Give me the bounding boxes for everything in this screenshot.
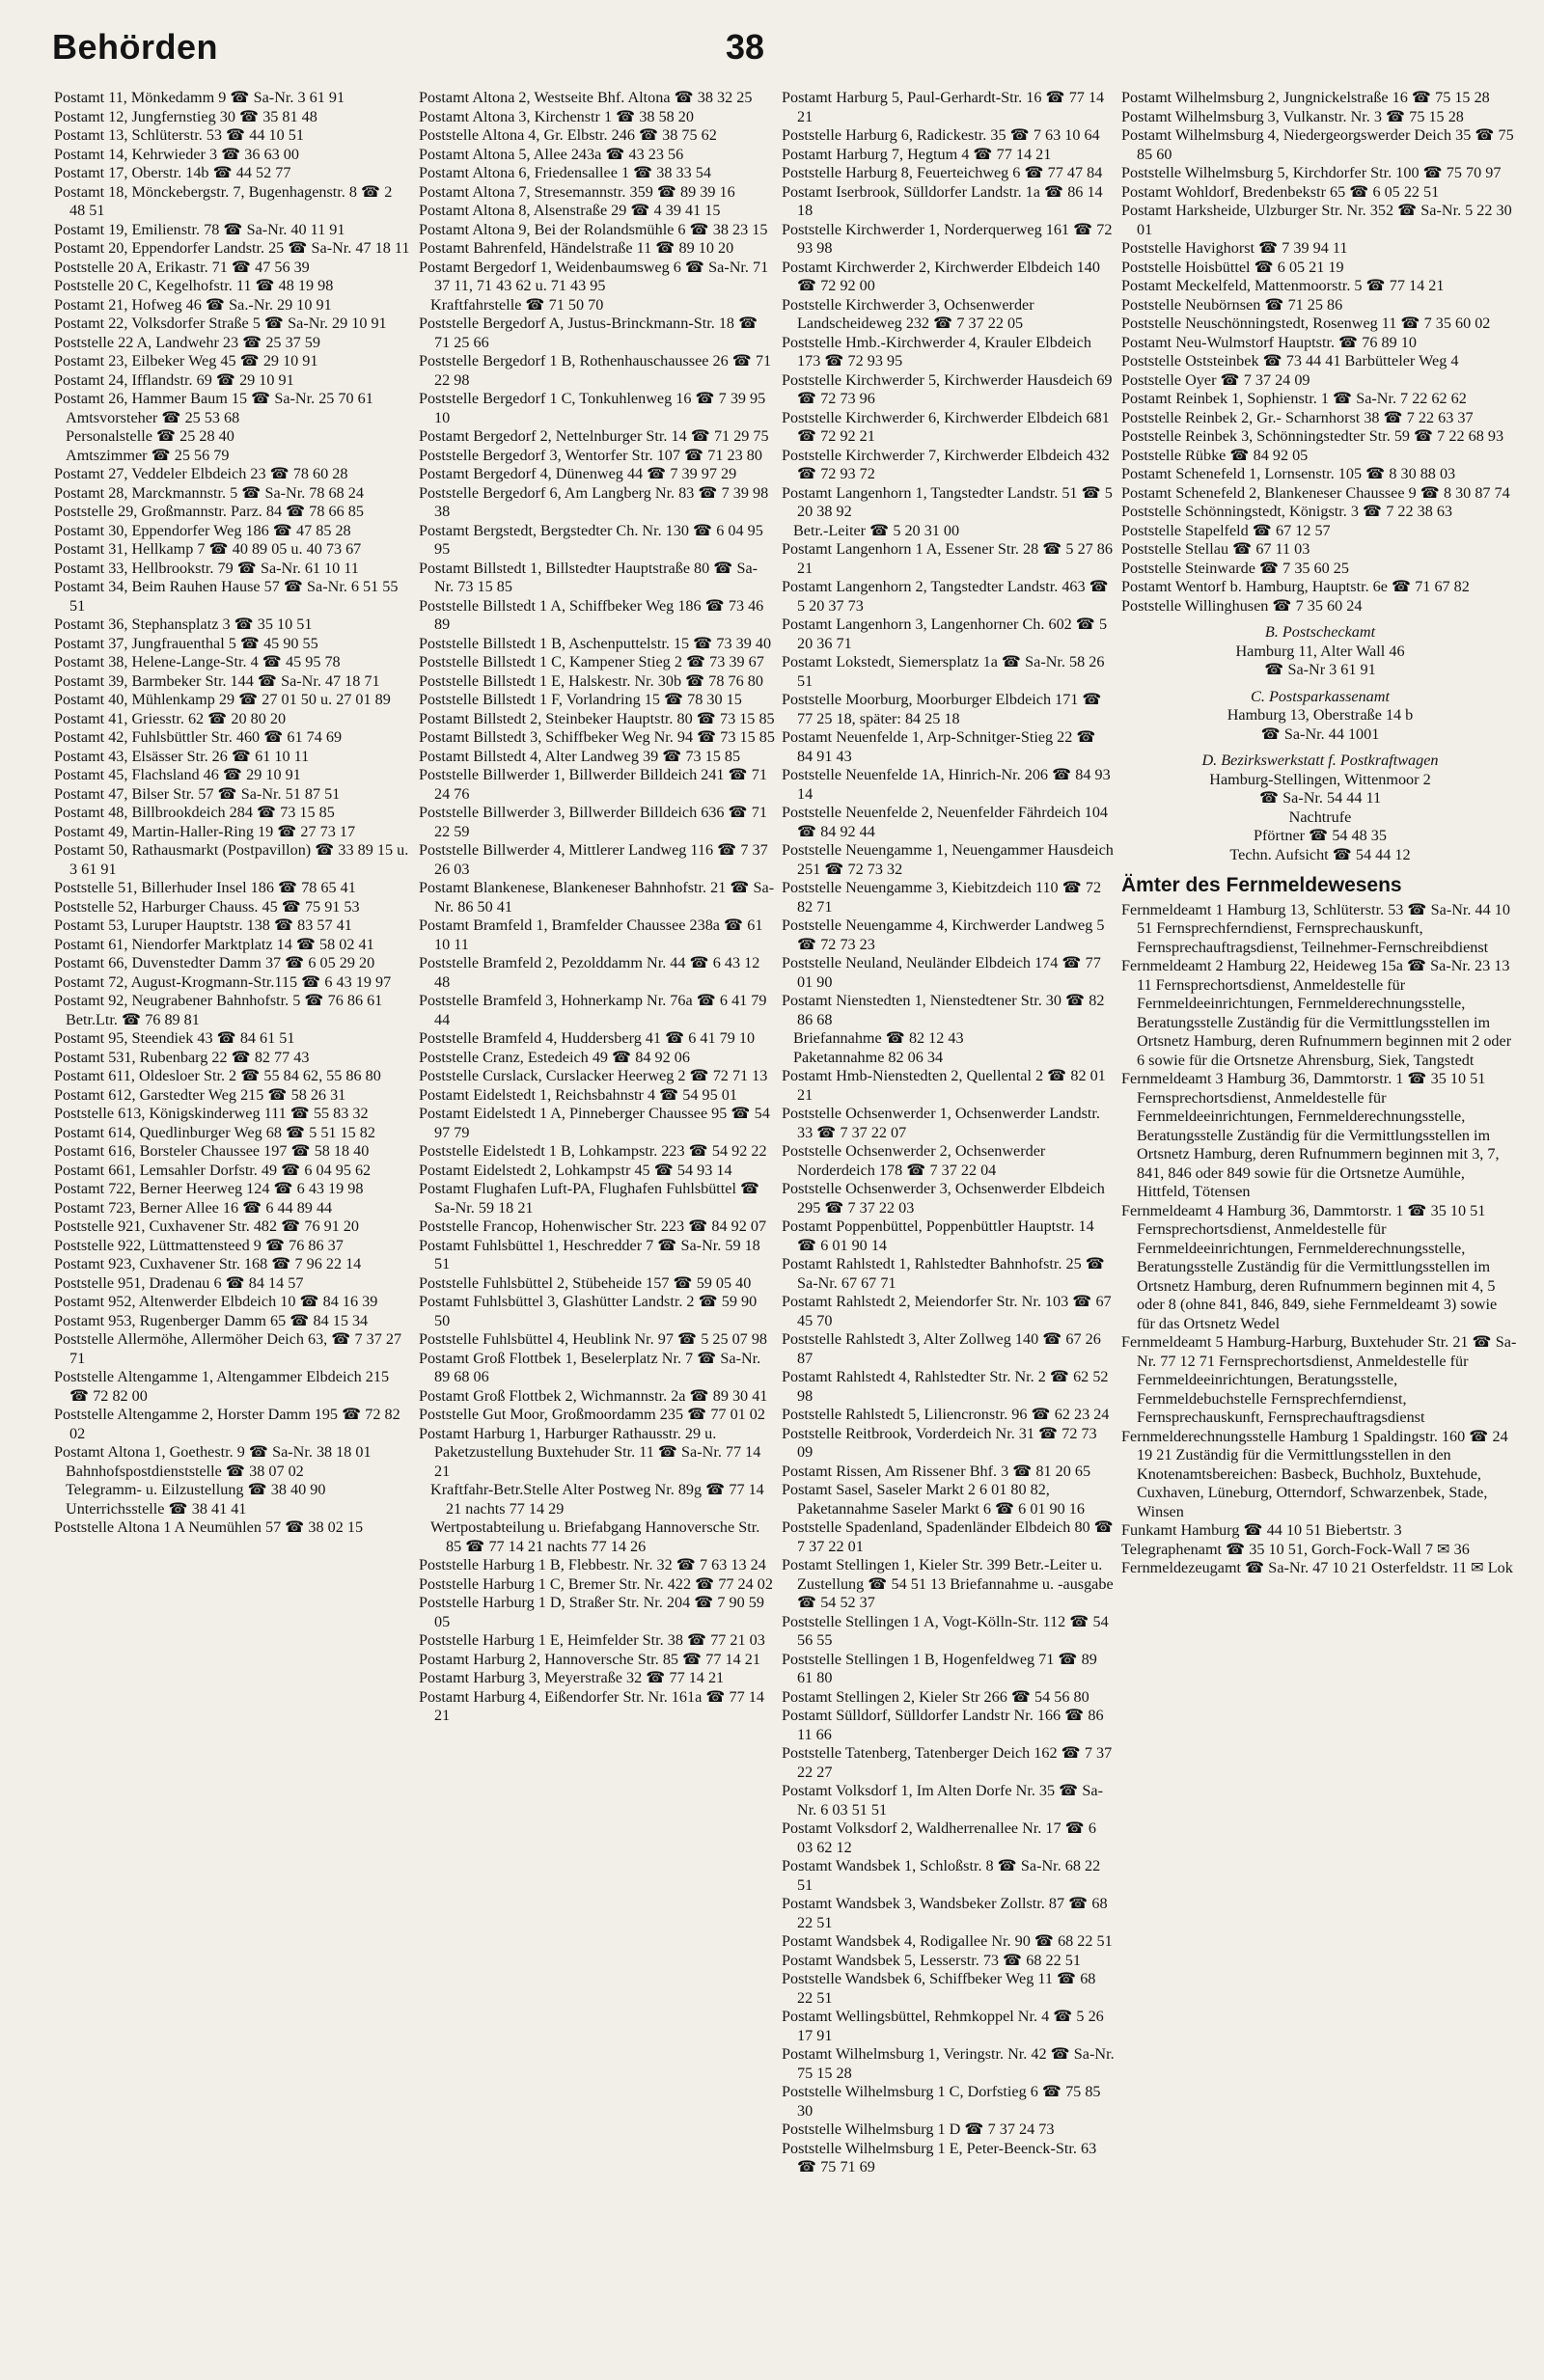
directory-entry: Postamt Fuhlsbüttel 3, Glashütter Landstr. 2 ☎ 59 90 50	[419, 1293, 758, 1329]
directory-entry: Poststelle Steinwarde ☎ 7 35 60 25	[1121, 559, 1349, 577]
directory-entry: Postamt 953, Rugenberger Damm 65 ☎ 84 15 34	[54, 1311, 369, 1329]
directory-entry: Postamt Billstedt 1, Billstedter Hauptstraße 80 ☎ Sa-Nr. 73 15 85	[419, 559, 758, 595]
directory-entry: Poststelle Gut Moor, Großmoordamm 235 ☎ 77 01 02	[419, 1406, 765, 1423]
directory-entry: Postamt 92, Neugrabener Bahnhofstr. 5 ☎ 76 86 61	[54, 992, 383, 1009]
directory-entry: Betr.-Leiter ☎ 5 20 31 00	[793, 521, 960, 539]
directory-entry: Poststelle Harburg 1 E, Heimfelder Str. 38 ☎ 77 21 03	[419, 1631, 765, 1649]
fernmelde-entry: Fernmelderechnungsstelle Hamburg 1 Spaldingstr. 160 ☎ 24 19 21 Zuständig für die Vermittlungsstellen in den Knotenamtsbereichen: Basbeck, Buchholz, Buxtehude, Cuxhaven, Lüneburg, Otterndorf, Schwarzenbek, Stade, Winsen	[1121, 1427, 1508, 1520]
directory-entry: Poststelle Neubörnsen ☎ 71 25 86	[1121, 295, 1343, 314]
directory-entry: Poststelle Allermöhe, Allermöher Deich 63, ☎ 7 37 27 71	[54, 1330, 402, 1367]
directory-entry: Postamt Altona 5, Allee 243a ☎ 43 23 56	[419, 145, 684, 163]
directory-entry: Postamt 38, Helene-Lange-Str. 4 ☎ 45 95 78	[54, 653, 341, 670]
directory-entry: Amtszimmer ☎ 25 56 79	[66, 446, 230, 464]
directory-entry: Poststelle Fuhlsbüttel 2, Stübeheide 157 ☎ 59 05 40	[419, 1273, 752, 1292]
directory-entry: Poststelle Harburg 6, Radickestr. 35 ☎ 7 63 10 64	[782, 126, 1100, 144]
directory-entry: Postamt Blankenese, Blankeneser Bahnhofstr. 21 ☎ Sa-Nr. 86 50 41	[419, 879, 775, 916]
directory-entry: Postamt 37, Jungfrauenthal 5 ☎ 45 90 55	[54, 634, 318, 652]
directory-entry: Poststelle Wandsbek 6, Schiffbeker Weg 11 ☎ 68 22 51	[782, 1970, 1096, 2007]
directory-entry: Postamt 34, Beim Rauhen Hause 57 ☎ Sa-Nr. 6 51 55 51	[54, 578, 399, 615]
directory-entry: Telegramm- u. Eilzustellung ☎ 38 40 90	[66, 1481, 326, 1498]
directory-entry: Unterrichsstelle ☎ 38 41 41	[66, 1499, 247, 1518]
directory-entry: Postamt Bergedorf 2, Nettelnburger Str. 14 ☎ 71 29 75	[419, 427, 769, 445]
fernmelde-entry: Fernmeldezeugamt ☎ Sa-Nr. 47 10 21 Osterfeldstr. 11 ✉ Lok	[1121, 1559, 1513, 1576]
directory-entry: Poststelle Willinghusen ☎ 7 35 60 24	[1121, 596, 1363, 615]
directory-entry: Poststelle Neuengamme 4, Kirchwerder Landweg 5 ☎ 72 73 23	[782, 916, 1105, 953]
directory-entry: Postamt Langenhorn 1 A, Essener Str. 28 ☎ 5 27 86 21	[782, 540, 1113, 577]
directory-entry: Poststelle 613, Königskinderweg 111 ☎ 55 83 32	[54, 1105, 369, 1122]
directory-entry: Postamt Bergedorf 4, Dünenweg 44 ☎ 7 39 97 29	[419, 465, 737, 482]
directory-entry: Postamt 19, Emilienstr. 78 ☎ Sa-Nr. 40 11 91	[54, 220, 345, 238]
directory-entry: Poststelle 20 A, Erikastr. 71 ☎ 47 56 39	[54, 258, 310, 276]
directory-entry: Postamt Volksdorf 2, Waldherrenallee Nr. 17 ☎ 6 03 62 12	[782, 1819, 1096, 1856]
directory-entry: Bahnhofspostdienststelle ☎ 38 07 02	[66, 1462, 304, 1480]
directory-entry: Poststelle Rahlstedt 5, Liliencronstr. 96 ☎ 62 23 24	[782, 1406, 1110, 1423]
directory-entry: Postamt Altona 1, Goethestr. 9 ☎ Sa-Nr. 38 18 01	[54, 1443, 372, 1461]
directory-entry: Postamt 20, Eppendorfer Landstr. 25 ☎ Sa-Nr. 47 18 11	[54, 239, 410, 257]
directory-entry: Postamt Bergedorf 1, Weidenbaumsweg 6 ☎ Sa-Nr. 71 37 11, 71 43 62 u. 71 43 95	[419, 258, 769, 294]
directory-entry: Postamt Hmb-Nienstedten 2, Quellental 2 ☎ 82 01 21	[782, 1067, 1106, 1104]
directory-entry: Postamt 24, Ifflandstr. 69 ☎ 29 10 91	[54, 370, 294, 389]
directory-entry: Poststelle 951, Dradenau 6 ☎ 84 14 57	[54, 1273, 304, 1292]
directory-entry: Postamt Altona 2, Westseite Bhf. Altona ☎ 38 32 25	[419, 89, 753, 106]
directory-entry: Postamt Langenhorn 3, Langenhorner Ch. 602 ☎ 5 20 36 71	[782, 616, 1108, 652]
directory-entry: Postamt Sasel, Saseler Markt 2 6 01 80 82, Paketannahme Saseler Markt 6 ☎ 6 01 90 16	[782, 1481, 1085, 1518]
directory-entry: Postamt 12, Jungfernstieg 30 ☎ 35 81 48	[54, 107, 317, 125]
directory-entry: Postamt 41, Griesstr. 62 ☎ 20 80 20	[54, 709, 287, 727]
fernmelde-entry: Funkamt Hamburg ☎ 44 10 51 Biebertstr. 3	[1121, 1521, 1402, 1539]
directory-entry: Poststelle Rübke ☎ 84 92 05	[1121, 446, 1309, 464]
directory-entry: Postamt Groß Flottbek 2, Wichmannstr. 2a ☎ 89 30 41	[419, 1386, 768, 1405]
directory-entry: Poststelle 29, Großmannstr. Parz. 84 ☎ 78 66 85	[54, 503, 364, 520]
directory-entry: Poststelle Stellingen 1 A, Vogt-Kölln-Str. 112 ☎ 54 56 55	[782, 1612, 1109, 1649]
directory-entry: Poststelle Stellingen 1 B, Hogenfeldweg 71 ☎ 89 61 80	[782, 1650, 1097, 1686]
directory-entry: Postamt 23, Eilbeker Weg 45 ☎ 29 10 91	[54, 352, 318, 369]
directory-entry: Poststelle Cranz, Estedeich 49 ☎ 84 92 06	[419, 1048, 690, 1066]
directory-entry: Postamt 95, Steendiek 43 ☎ 84 61 51	[54, 1029, 295, 1047]
directory-entry: Kraftfahrstelle ☎ 71 50 70	[430, 295, 604, 314]
directory-entry: Postamt Groß Flottbek 1, Beselerplatz Nr. 7 ☎ Sa-Nr. 89 68 06	[419, 1349, 761, 1385]
directory-entry: Poststelle Bramfeld 3, Hohnerkamp Nr. 76a ☎ 6 41 79 44	[419, 992, 767, 1028]
directory-entry: Postamt 531, Rubenbarg 22 ☎ 82 77 43	[54, 1048, 310, 1066]
directory-entry: Poststelle Fuhlsbüttel 4, Heublink Nr. 97 ☎ 5 25 07 98	[419, 1330, 768, 1348]
directory-entry: Postamt Altona 8, Alsenstraße 29 ☎ 4 39 41 15	[419, 202, 721, 219]
directory-entry: Postamt Harburg 2, Hannoversche Str. 85 ☎ 77 14 21	[419, 1650, 760, 1668]
directory-entry: Poststelle 20 C, Kegelhofstr. 11 ☎ 48 19 98	[54, 277, 334, 294]
directory-entry: Poststelle Bergedorf 6, Am Langberg Nr. 83 ☎ 7 39 98 38	[419, 483, 769, 520]
directory-entry: Poststelle Harburg 8, Feuerteichweg 6 ☎ 77 47 84	[782, 164, 1103, 181]
directory-entry: Postamt Wandsbek 5, Lesserstr. 73 ☎ 68 22 51	[782, 1951, 1081, 1969]
directory-entry: Postamt 723, Berner Allee 16 ☎ 6 44 89 44	[54, 1198, 333, 1217]
directory-entry: Paketannahme 82 06 34	[793, 1048, 944, 1066]
postscheckamt-phone: ☎ Sa-Nr 3 61 91	[1264, 661, 1376, 678]
directory-entry: Postamt Rahlstedt 2, Meiendorfer Str. Nr. 103 ☎ 67 45 70	[782, 1293, 1112, 1329]
directory-entry: Postamt 61, Niendorfer Marktplatz 14 ☎ 58 02 41	[54, 935, 374, 953]
directory-entry: Postamt Billstedt 3, Schiffbeker Weg Nr. 94 ☎ 73 15 85	[419, 728, 775, 746]
directory-entry: Postamt Wentorf b. Hamburg, Hauptstr. 6e ☎ 71 67 82	[1121, 578, 1470, 595]
directory-entry: Postamt Lokstedt, Siemersplatz 1a ☎ Sa-Nr. 58 26 51	[782, 653, 1105, 690]
postsparkassenamt-address: Hamburg 13, Oberstraße 14 b	[1227, 706, 1414, 724]
column-3	[782, 89, 1115, 2177]
directory-entry: Poststelle Kirchwerder 3, Ochsenwerder Landscheideweg 232 ☎ 7 37 22 05	[782, 295, 1034, 332]
directory-entry: Poststelle Bramfeld 4, Huddersberg 41 ☎ 6 41 79 10	[419, 1029, 756, 1047]
directory-entry: Poststelle 52, Harburger Chauss. 45 ☎ 75 91 53	[54, 897, 360, 916]
directory-entry: Postamt 22, Volksdorfer Straße 5 ☎ Sa-Nr. 29 10 91	[54, 315, 387, 332]
directory-entry: Poststelle Neuenfelde 1A, Hinrich-Nr. 206 ☎ 84 93 14	[782, 766, 1111, 803]
page-number: 38	[726, 27, 765, 67]
directory-entry: Poststelle 22 A, Landwehr 23 ☎ 25 37 59	[54, 333, 320, 351]
directory-entry: Postamt 36, Stephansplatz 3 ☎ 35 10 51	[54, 616, 313, 633]
directory-entry: Postamt Bahrenfeld, Händelstraße 11 ☎ 89 10 20	[419, 239, 734, 257]
page-header	[0, 27, 1544, 66]
directory-entry: Poststelle Ochsenwerder 3, Ochsenwerder Elbdeich 295 ☎ 7 37 22 03	[782, 1180, 1105, 1217]
directory-entry: Postamt Harburg 7, Hegtum 4 ☎ 77 14 21	[782, 145, 1052, 163]
directory-entry: Postamt 50, Rathausmarkt (Postpavillon) ☎ 33 89 15 u. 3 61 91	[54, 841, 409, 878]
directory-entry: Poststelle Stapelfeld ☎ 67 12 57	[1121, 521, 1331, 539]
directory-entry: Poststelle Billstedt 1 C, Kampener Stieg 2 ☎ 73 39 67	[419, 653, 764, 670]
bezirkswerkstatt-aufsicht: Techn. Aufsicht ☎ 54 44 12	[1229, 845, 1411, 863]
directory-entry: Poststelle Curslack, Curslacker Heerweg 2 ☎ 72 71 13	[419, 1067, 768, 1084]
directory-entry: Poststelle Bramfeld 2, Pezolddamm Nr. 44 ☎ 6 43 12 48	[419, 954, 760, 991]
directory-entry: Postamt 17, Oberstr. 14b ☎ 44 52 77	[54, 164, 291, 181]
directory-entry: Postamt Altona 7, Stresemannstr. 359 ☎ 89 39 16	[419, 182, 735, 201]
directory-entry: Postamt Billstedt 4, Alter Landweg 39 ☎ 73 15 85	[419, 747, 741, 765]
directory-entry: Poststelle Bergedorf A, Justus-Brinckmann-Str. 18 ☎ 71 25 66	[419, 315, 758, 351]
directory-entry: Poststelle Oststeinbek ☎ 73 44 41 Barbütteler Weg 4	[1121, 352, 1459, 369]
directory-entry: Postamt Schenefeld 1, Lornsenstr. 105 ☎ 8 30 88 03	[1121, 465, 1456, 482]
page-title: Behörden	[52, 27, 219, 67]
directory-entry: Postamt Wandsbek 4, Rodigallee Nr. 90 ☎ 68 22 51	[782, 1932, 1113, 1950]
directory-entry: Postamt 21, Hofweg 46 ☎ Sa.-Nr. 29 10 91	[54, 295, 332, 314]
directory-entry: Postamt Harburg 3, Meyerstraße 32 ☎ 77 14 21	[419, 1669, 725, 1686]
directory-entry: Postamt Wellingsbüttel, Rehmkoppel Nr. 4 ☎ 5 26 17 91	[782, 2008, 1104, 2044]
postsparkassenamt-heading: C. Postsparkassenamt	[1251, 687, 1390, 705]
directory-entry: Amtsvorsteher ☎ 25 53 68	[66, 408, 240, 426]
directory-entry: Postamt 614, Quedlinburger Weg 68 ☎ 5 51 15 82	[54, 1123, 375, 1141]
directory-entry: Postamt 53, Luruper Hauptstr. 138 ☎ 83 57 41	[54, 916, 352, 934]
directory-entry: Poststelle Moorburg, Moorburger Elbdeich 171 ☎ 77 25 18, später: 84 25 18	[782, 691, 1102, 727]
directory-entry: Poststelle Wilhelmsburg 1 C, Dorfstieg 6 ☎ 75 85 30	[782, 2083, 1101, 2120]
directory-entry: Postamt Nienstedten 1, Nienstedtener Str. 30 ☎ 82 86 68	[782, 992, 1105, 1028]
bezirkswerkstatt-nachtrufe: Nachtrufe	[1288, 807, 1352, 826]
directory-entry: Postamt 45, Flachsland 46 ☎ 29 10 91	[54, 766, 301, 783]
directory-entry: Postamt Flughafen Luft-PA, Flughafen Fuhlsbüttel ☎ Sa-Nr. 59 18 21	[419, 1180, 760, 1217]
directory-entry: Personalstelle ☎ 25 28 40	[66, 427, 234, 445]
directory-entry: Postamt Wilhelmsburg 2, Jungnickelstraße 16 ☎ 75 15 28	[1121, 89, 1490, 106]
directory-entry: Postamt Rissen, Am Rissener Bhf. 3 ☎ 81 20 65	[782, 1462, 1091, 1480]
directory-entry: Postamt Harburg 5, Paul-Gerhardt-Str. 16 ☎ 77 14 21	[782, 89, 1105, 125]
directory-entry: Poststelle Altengamme 2, Horster Damm 195 ☎ 72 82 02	[54, 1406, 400, 1442]
directory-entry: Postamt Harburg 4, Eißendorfer Str. Nr. 161a ☎ 77 14 21	[419, 1687, 764, 1724]
directory-entry: Poststelle 51, Billerhuder Insel 186 ☎ 78 65 41	[54, 879, 356, 896]
fernmelde-entry: Fernmeldeamt 3 Hamburg 36, Dammtorstr. 1 ☎ 35 10 51 Fernsprechortsdienst, Anmeldestelle für Fernmeldeeinrichtungen, Fernmelderechnungsstelle, Beratungsstelle Zuständig für die Vermittlungsstellen im Ortsnetz Hamburg, deren Rufnummern beginnen mit 3, 7, 841, 846 oder 849 sowie für die Ortsnetze Aumühle, Hittfeld, Tötensen	[1121, 1070, 1500, 1200]
directory-entry: Poststelle 922, Lüttmattensteed 9 ☎ 76 86 37	[54, 1236, 344, 1254]
directory-entry: Postamt Sülldorf, Sülldorfer Landstr Nr. 166 ☎ 86 11 66	[782, 1707, 1104, 1743]
directory-entry: Postamt 722, Berner Heerweg 124 ☎ 6 43 19 98	[54, 1180, 364, 1197]
directory-entry: Postamt Wilhelmsburg 3, Vulkanstr. Nr. 3 ☎ 75 15 28	[1121, 107, 1464, 125]
fernmelde-entry: Fernmeldeamt 2 Hamburg 22, Heideweg 15a ☎ Sa-Nr. 23 13 11 Fernsprechortsdienst, Anmeldestelle für Fernmeldeeinrichtungen, Fernmelderechnungsstelle, Beratungsstelle Zuständig für die Vermittlungsstellen im Ortsnetz Hamburg, deren Rufnummern beginnen mit 2 oder 6 sowie für die Ortsnetze Ahrensburg, Siek, Tangstedt	[1121, 957, 1512, 1069]
directory-entry: Poststelle Neuenfelde 2, Neuenfelder Fährdeich 104 ☎ 84 92 44	[782, 804, 1109, 840]
directory-entry: Poststelle Bergedorf 1 C, Tonkuhlenweg 16 ☎ 7 39 95 10	[419, 390, 766, 426]
directory-entry: Postamt Langenhorn 2, Tangstedter Landstr. 463 ☎ 5 20 37 73	[782, 578, 1109, 615]
directory-entry: Poststelle Kirchwerder 7, Kirchwerder Elbdeich 432 ☎ 72 93 72	[782, 446, 1110, 482]
directory-entry: Postamt 18, Mönckebergstr. 7, Bugenhagenstr. 8 ☎ 2 48 51	[54, 182, 393, 219]
column-4	[1121, 89, 1519, 1578]
directory-entry: Poststelle Kirchwerder 6, Kirchwerder Elbdeich 681 ☎ 72 92 21	[782, 408, 1110, 445]
postscheckamt-address: Hamburg 11, Alter Wall 46	[1235, 642, 1405, 660]
directory-entry: Poststelle Eidelstedt 1 B, Lohkampstr. 223 ☎ 54 92 22	[419, 1142, 767, 1160]
directory-entry: Postamt 661, Lemsahler Dorfstr. 49 ☎ 6 04 95 62	[54, 1161, 372, 1179]
directory-entry: Postamt Wandsbek 1, Schloßstr. 8 ☎ Sa-Nr. 68 22 51	[782, 1857, 1101, 1894]
directory-entry: Poststelle Altona 4, Gr. Elbstr. 246 ☎ 38 75 62	[419, 126, 717, 144]
fernmelde-section-heading: Ämter des Fernmeldewesens	[1121, 874, 1402, 896]
directory-entry: Postamt 33, Hellbrookstr. 79 ☎ Sa-Nr. 61 10 11	[54, 559, 359, 577]
directory-entry: Postamt Wohldorf, Bredenbekstr 65 ☎ 6 05 22 51	[1121, 182, 1440, 201]
bezirkswerkstatt-heading: D. Bezirkswerkstatt f. Postkraftwagen	[1201, 752, 1439, 769]
directory-entry: Poststelle Billwerder 1, Billwerder Billdeich 241 ☎ 71 24 76	[419, 766, 767, 803]
fernmelde-entry: Fernmeldeamt 5 Hamburg-Harburg, Buxtehuder Str. 21 ☎ Sa-Nr. 77 12 71 Fernsprechortsdienst, Anmeldestelle für Fernmeldeeinrichtungen, Beratungsstelle, Fernmeldebuchstelle Fernsprechferndienst, Fernsprechauskunft, Fernsprechauftragsdienst	[1121, 1333, 1517, 1426]
postscheckamt-heading: B. Postscheckamt	[1264, 623, 1376, 641]
directory-entry: Kraftfahr-Betr.Stelle Alter Postweg Nr. 89g ☎ 77 14 21 nachts 77 14 29	[430, 1481, 764, 1518]
directory-entry: Postamt 30, Eppendorfer Weg 186 ☎ 47 85 28	[54, 521, 351, 539]
column-1	[54, 89, 411, 1538]
directory-entry: Postamt Volksdorf 1, Im Alten Dorfe Nr. 35 ☎ Sa-Nr. 6 03 51 51	[782, 1782, 1103, 1819]
directory-entry: Postamt Meckelfeld, Mattenmoorstr. 5 ☎ 77 14 21	[1121, 277, 1445, 294]
directory-entry: Poststelle Billwerder 3, Billwerder Billdeich 636 ☎ 71 22 59	[419, 804, 767, 840]
directory-entry: Poststelle Havighorst ☎ 7 39 94 11	[1121, 239, 1348, 257]
directory-entry: Poststelle Tatenberg, Tatenberger Deich 162 ☎ 7 37 22 27	[782, 1744, 1113, 1781]
directory-entry: Postamt Harburg 1, Harburger Rathausstr. 29 u. Paketzustellung Buxtehuder Str. 11 ☎ Sa-Nr. 77 14 21	[419, 1424, 761, 1480]
directory-entry: Poststelle Rahlstedt 3, Alter Zollweg 140 ☎ 67 26 87	[782, 1330, 1101, 1367]
directory-entry: Poststelle Reitbrook, Vorderdeich Nr. 31 ☎ 72 73 09	[782, 1424, 1097, 1461]
directory-entry: Poststelle Neuengamme 1, Neuengammer Hausdeich 251 ☎ 72 73 32	[782, 841, 1114, 878]
directory-entry: Poststelle Bergedorf 3, Wentorfer Str. 107 ☎ 71 23 80	[419, 446, 762, 464]
fernmelde-entries	[1121, 901, 1519, 1578]
directory-entry: Poststelle Neuengamme 3, Kiebitzdeich 110 ☎ 72 82 71	[782, 879, 1102, 916]
directory-entry: Poststelle Neuschönningstedt, Rosenweg 11 ☎ 7 35 60 02	[1121, 315, 1491, 332]
directory-entry: Postamt 611, Oldesloer Str. 2 ☎ 55 84 62, 55 86 80	[54, 1067, 381, 1084]
directory-entry: Poststelle Wilhelmsburg 1 D ☎ 7 37 24 73	[782, 2120, 1055, 2138]
directory-entry: Postamt Wilhelmsburg 4, Niedergeorgswerder Deich 35 ☎ 75 85 60	[1121, 126, 1514, 163]
directory-entry: Postamt 40, Mühlenkamp 29 ☎ 27 01 50 u. 27 01 89	[54, 691, 391, 708]
directory-entry: Postamt 612, Garstedter Weg 215 ☎ 58 26 31	[54, 1085, 346, 1104]
directory-entry: Postamt Eidelstedt 1 A, Pinneberger Chaussee 95 ☎ 54 97 79	[419, 1105, 770, 1141]
directory-entry: Briefannahme ☎ 82 12 43	[793, 1029, 964, 1047]
directory-entry: Postamt 952, Altenwerder Elbdeich 10 ☎ 84 16 39	[54, 1293, 378, 1310]
directory-entry: Postamt Wilhelmsburg 1, Veringstr. Nr. 42 ☎ Sa-Nr. 75 15 28	[782, 2045, 1115, 2082]
directory-entry: Postamt Reinbek 1, Sophienstr. 1 ☎ Sa-Nr. 7 22 62 62	[1121, 390, 1467, 407]
directory-entry: Poststelle Wilhelmsburg 5, Kirchdorfer Str. 100 ☎ 75 70 97	[1121, 164, 1502, 181]
postsparkassenamt-phone: ☎ Sa-Nr. 44 1001	[1260, 725, 1380, 743]
directory-entry: Postamt 42, Fuhlsbüttler Str. 460 ☎ 61 74 69	[54, 728, 343, 746]
directory-entry: Postamt Billstedt 2, Steinbeker Hauptstr. 80 ☎ 73 15 85	[419, 709, 775, 727]
directory-entry: Poststelle Reinbek 3, Schönningstedter Str. 59 ☎ 7 22 68 93	[1121, 427, 1504, 445]
directory-entry: Postamt Altona 6, Friedensallee 1 ☎ 38 33 54	[419, 164, 711, 181]
directory-entry: Wertpostabteilung u. Briefabgang Hannoversche Str. 85 ☎ 77 14 21 nachts 77 14 26	[430, 1518, 760, 1555]
directory-entry: Poststelle Hmb.-Kirchwerder 4, Krauler Elbdeich 173 ☎ 72 93 95	[782, 333, 1091, 369]
directory-entry: Postamt 48, Billbrookdeich 284 ☎ 73 15 85	[54, 804, 335, 821]
directory-entry: Postamt Schenefeld 2, Blankeneser Chaussee 9 ☎ 8 30 87 74	[1121, 483, 1510, 502]
directory-entry: Poststelle Billstedt 1 A, Schiffbeker Weg 186 ☎ 73 46 89	[419, 596, 764, 633]
directory-entry: Poststelle Spadenland, Spadenländer Elbdeich 80 ☎ 7 37 22 01	[782, 1518, 1114, 1555]
directory-entry: Postamt 66, Duvenstedter Damm 37 ☎ 6 05 29 20	[54, 954, 375, 971]
directory-entry: Betr.Ltr. ☎ 76 89 81	[66, 1010, 200, 1028]
directory-entry: Poststelle Oyer ☎ 7 37 24 09	[1121, 370, 1310, 389]
column-2	[419, 89, 776, 1726]
directory-entry: Postamt 27, Veddeler Elbdeich 23 ☎ 78 60 28	[54, 465, 348, 482]
directory-entry: Postamt Harksheide, Ulzburger Str. Nr. 352 ☎ Sa-Nr. 5 22 30 01	[1121, 202, 1512, 238]
column-4-entries	[1121, 89, 1519, 616]
directory-entry: Postamt Kirchwerder 2, Kirchwerder Elbdeich 140 ☎ 72 92 00	[782, 258, 1100, 294]
directory-entry: Postamt Altona 3, Kirchenstr 1 ☎ 38 58 20	[419, 107, 694, 125]
directory-entry: Poststelle Ochsenwerder 2, Ochsenwerder Norderdeich 178 ☎ 7 37 22 04	[782, 1142, 1046, 1179]
fernmelde-entry: Telegraphenamt ☎ 35 10 51, Gorch-Fock-Wall 7 ✉ 36	[1121, 1540, 1470, 1558]
directory-entry: Poststelle Harburg 1 B, Flebbestr. Nr. 32 ☎ 7 63 13 24	[419, 1556, 766, 1573]
directory-entry: Postamt 26, Hammer Baum 15 ☎ Sa-Nr. 25 70 61	[54, 390, 373, 407]
directory-entry: Poststelle Hoisbüttel ☎ 6 05 21 19	[1121, 258, 1344, 276]
directory-entry: Postamt Stellingen 2, Kieler Str 266 ☎ 54 56 80	[782, 1687, 1089, 1706]
directory-entry: Postamt Neuenfelde 1, Arp-Schnitger-Stieg 22 ☎ 84 91 43	[782, 728, 1096, 765]
directory-entry: Postamt Fuhlsbüttel 1, Heschredder 7 ☎ Sa-Nr. 59 18 51	[419, 1236, 760, 1272]
directory-entry: Postamt Langenhorn 1, Tangstedter Landstr. 51 ☎ 5 20 38 92	[782, 483, 1113, 520]
directory-entry: Postamt 28, Marckmannstr. 5 ☎ Sa-Nr. 78 68 24	[54, 483, 364, 502]
directory-entry: Postamt 616, Borsteler Chaussee 197 ☎ 58 18 40	[54, 1142, 370, 1160]
directory-entry: Poststelle Billstedt 1 F, Vorlandring 15 ☎ 78 30 15	[419, 691, 742, 708]
directory-entry: Postamt 31, Hellkamp 7 ☎ 40 89 05 u. 40 73 67	[54, 540, 362, 558]
directory-entry: Poststelle Kirchwerder 1, Norderquerweg 161 ☎ 72 93 98	[782, 220, 1113, 257]
directory-entry: Postamt Poppenbüttel, Poppenbüttler Hauptstr. 14 ☎ 6 01 90 14	[782, 1217, 1094, 1254]
directory-entry: Poststelle Schönningstedt, Königstr. 3 ☎ 7 22 38 63	[1121, 503, 1453, 520]
directory-entry: Postamt Bergstedt, Bergstedter Ch. Nr. 130 ☎ 6 04 95 95	[419, 521, 763, 558]
directory-entry: Postamt Altona 9, Bei der Rolandsmühle 6 ☎ 38 23 15	[419, 220, 768, 238]
directory-entry: Postamt Rahlstedt 4, Rahlstedter Str. Nr. 2 ☎ 62 52 98	[782, 1368, 1109, 1405]
directory-entry: Poststelle Reinbek 2, Gr.- Scharnhorst 38 ☎ 7 22 63 37	[1121, 408, 1474, 426]
directory-entry: Poststelle Wilhelmsburg 1 E, Peter-Beenck-Str. 63 ☎ 75 71 69	[782, 2139, 1097, 2175]
directory-entry: Postamt Wandsbek 3, Wandsbeker Zollstr. 87 ☎ 68 22 51	[782, 1895, 1108, 1931]
directory-entry: Poststelle Harburg 1 D, Straßer Str. Nr. 204 ☎ 7 90 59 05	[419, 1594, 764, 1630]
directory-entry: Postamt 14, Kehrwieder 3 ☎ 36 63 00	[54, 145, 299, 163]
directory-entry: Postamt 11, Mönkedamm 9 ☎ Sa-Nr. 3 61 91	[54, 89, 345, 106]
bezirkswerkstatt-pfoertner: Pförtner ☎ 54 48 35	[1254, 827, 1387, 844]
directory-entry: Poststelle Ochsenwerder 1, Ochsenwerder Landstr. 33 ☎ 7 37 22 07	[782, 1105, 1100, 1141]
directory-entry: Postamt 43, Elsässer Str. 26 ☎ 61 10 11	[54, 747, 310, 765]
bezirkswerkstatt-address: Hamburg-Stellingen, Wittenmoor 2	[1209, 770, 1431, 788]
directory-entry: Poststelle Altona 1 A Neumühlen 57 ☎ 38 02 15	[54, 1518, 364, 1536]
directory-entry: Postamt 923, Cuxhavener Str. 168 ☎ 7 96 22 14	[54, 1255, 362, 1272]
directory-entry: Postamt 49, Martin-Haller-Ring 19 ☎ 27 73 17	[54, 822, 356, 840]
directory-entry: Postamt Eidelstedt 2, Lohkampstr 45 ☎ 54 93 14	[419, 1161, 732, 1179]
directory-entry: Poststelle Billstedt 1 E, Halskestr. Nr. 30b ☎ 78 76 80	[419, 671, 763, 690]
directory-entry: Postamt 13, Schlüterstr. 53 ☎ 44 10 51	[54, 126, 304, 144]
directory-entry: Poststelle Billstedt 1 B, Aschenputtelstr. 15 ☎ 73 39 40	[419, 634, 772, 652]
directory-entry: Poststelle Bergedorf 1 B, Rothenhauschaussee 26 ☎ 71 22 98	[419, 352, 772, 389]
fernmelde-entry: Fernmeldeamt 4 Hamburg 36, Dammtorstr. 1 ☎ 35 10 51 Fernsprechortsdienst, Anmeldestelle für Fernmeldeeinrichtungen, Fernmelderechnungsstelle, Beratungsstelle Zuständig für die Vermittlungsstellen im Ortsnetz Hamburg, deren Rufnummern beginnen mit 4, 5 oder 8 (ohne 841, 846, 849, siehe Fernmeldeamt 3) sowie für das Ortsnetz Wedel	[1121, 1201, 1498, 1332]
directory-entry: Postamt Iserbrook, Sülldorfer Landstr. 1a ☎ 86 14 18	[782, 182, 1103, 219]
directory-entry: Poststelle Stellau ☎ 67 11 03	[1121, 540, 1310, 558]
bezirkswerkstatt-phone: ☎ Sa-Nr. 54 44 11	[1258, 789, 1382, 807]
directory-entry: Postamt Eidelstedt 1, Reichsbahnstr 4 ☎ 54 95 01	[419, 1085, 737, 1104]
directory-entry: Poststelle Altengamme 1, Altengammer Elbdeich 215 ☎ 72 82 00	[54, 1368, 390, 1405]
directory-entry: Poststelle 921, Cuxhavener Str. 482 ☎ 76 91 20	[54, 1217, 360, 1235]
directory-entry: Poststelle Kirchwerder 5, Kirchwerder Hausdeich 69 ☎ 72 73 96	[782, 370, 1113, 407]
directory-entry: Postamt Bramfeld 1, Bramfelder Chaussee 238a ☎ 61 10 11	[419, 916, 763, 953]
directory-entry: Postamt Neu-Wulmstorf Hauptstr. ☎ 76 89 10	[1121, 333, 1417, 351]
directory-entry: Poststelle Billwerder 4, Mittlerer Landweg 116 ☎ 7 37 26 03	[419, 841, 768, 878]
directory-entry: Postamt Rahlstedt 1, Rahlstedter Bahnhofstr. 25 ☎ Sa-Nr. 67 67 71	[782, 1255, 1105, 1292]
directory-entry: Postamt 72, August-Krogmann-Str.115 ☎ 6 43 19 97	[54, 972, 392, 991]
directory-entry: Poststelle Harburg 1 C, Bremer Str. Nr. 422 ☎ 77 24 02	[419, 1574, 773, 1593]
directory-entry: Postamt 39, Barmbeker Str. 144 ☎ Sa-Nr. 47 18 71	[54, 671, 380, 690]
directory-entry: Poststelle Francop, Hohenwischer Str. 223 ☎ 84 92 07	[419, 1217, 767, 1235]
directory-entry: Poststelle Neuland, Neuländer Elbdeich 174 ☎ 77 01 90	[782, 954, 1101, 991]
fernmelde-entry: Fernmeldeamt 1 Hamburg 13, Schlüterstr. 53 ☎ Sa-Nr. 44 10 51 Fernsprechferndienst, Fernsprechauskunft, Fernsprechauftragsdienst, Teilnehmer-Fernschreibdienst	[1121, 900, 1510, 956]
directory-entry: Postamt 47, Bilser Str. 57 ☎ Sa-Nr. 51 87 51	[54, 784, 341, 803]
directory-entry: Postamt Stellingen 1, Kieler Str. 399 Betr.-Leiter u. Zustellung ☎ 54 51 13 Briefannahme u. -ausgabe ☎ 54 52 37	[782, 1556, 1114, 1611]
